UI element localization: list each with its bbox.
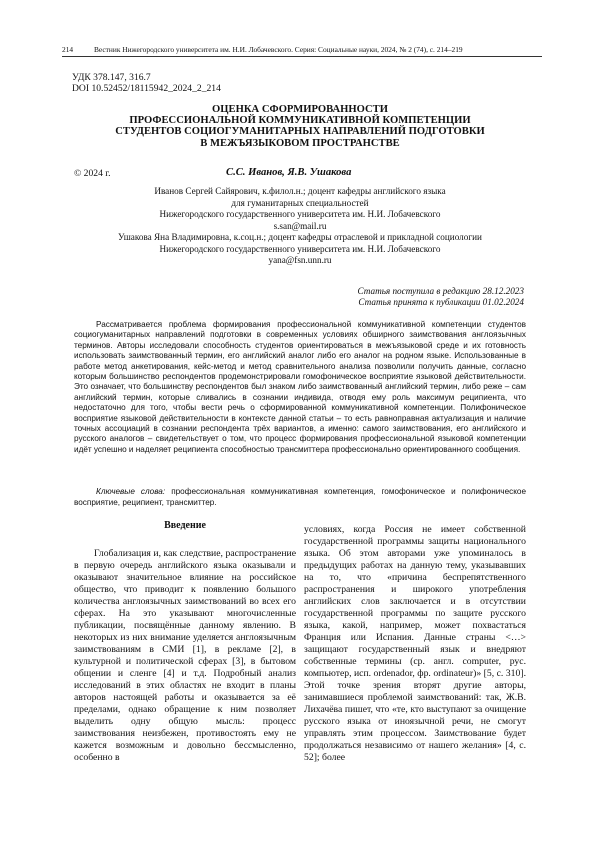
left-column bbox=[74, 520, 296, 764]
doi: DOI 10.52452/18115942_2024_2_214 bbox=[72, 83, 221, 94]
keywords bbox=[74, 486, 526, 508]
header-rule bbox=[62, 56, 542, 57]
affiliation-line: Иванов Сергей Сайярович, к.филол.н.; доцент кафедры английского языка bbox=[154, 186, 446, 196]
title-line: СТУДЕНТОВ СОЦИОГУМАНИТАРНЫХ НАПРАВЛЕНИЙ ПОДГОТОВКИ bbox=[115, 126, 485, 138]
accepted-date: Статья принята к публикации 01.02.2024 bbox=[358, 297, 524, 307]
body-paragraph: Глобализация и, как следствие, распространение в первую очередь английского языка оказывали и оказывают значительное влияние на российское общество, что приводит к появлению большого количества англоязычных заимствований во всех его сферах. На это указывают многочисленные публикации, посвящённые данному явлению. В некоторых из них внимание уделяется англоязычным заимствованиям в СМИ [1], в рекламе [2], в культурной и политической сферах [3], в бытовом общении и сленге [4] и т.д. Подробный анализ исследований в этих областях не входит в планы авторов настоящей работы и оказывается за её пределами, однако обращение к ним позволяет выделить одну общую мысль: процесс заимствования неизбежен, противостоять ему не кажется возможным и довольно бессмысленно, особенно в bbox=[74, 548, 296, 763]
abstract bbox=[74, 320, 526, 455]
journal-citation: Вестник Нижегородского университета им. Н.И. Лобачевского. Серия: Социальные науки, 2024, № 2 (74), с. 214–219 bbox=[94, 45, 463, 54]
copyright: © 2024 г. bbox=[74, 168, 111, 179]
title-line: В МЕЖЪЯЗЫКОВОМ ПРОСТРАНСТВЕ bbox=[200, 137, 400, 149]
abstract-text: Рассматривается проблема формирования профессиональной коммуникативной компетенции студентов социогуманитарных направлений подготовки в современных условиях обширного заимствования англоязычных терминов. Авторы исследовали способность студентов ориентироваться в межъязыковой среде и их готовность использовать заимствованный термин, его английский аналог либо его аналог на родном языке. Использованные в работе метод анкетирования, кейс-метод и метод сравнительного анализа позволили получить данные, согласно которым большинство респондентов продемонстрировали гомофоническое восприятие языковой действительности. Это означает, что большинству респондентов был знаком либо заимствованный английский термин, либо реже – сам английский термин, которые сливались в сознании индивида, отводя ему роль максимум реципиента, что недостаточно для того, чтобы вести речь о сформированной коммуникативной компетенции. Полифоническое восприятие языковой действительности в контексте данной статьи – то есть равноправная актуализация и наличие точных ассоциаций в сознании респондента трёх вариантов, а именно: самого заимствования, его английского и русского аналогов – свидетельствует о том, что процесс формирования профессиональной языковой компетенции идёт успешно и наделяет реципиента способностью трансмиттера профессионально ориентированного сообщения. bbox=[74, 320, 526, 454]
article-identifiers bbox=[72, 72, 221, 94]
affiliation-line: Ушакова Яна Владимировна, к.соц.н.; доцент кафедры отраслевой и прикладной социологии bbox=[118, 232, 482, 242]
udk-code: УДК 378.147, 316.7 bbox=[72, 72, 151, 83]
article-dates bbox=[357, 286, 524, 308]
author-affiliations bbox=[74, 186, 526, 267]
right-column bbox=[304, 524, 526, 764]
title-line: ОЦЕНКА СФОРМИРОВАННОСТИ bbox=[212, 104, 388, 115]
keywords-label: Ключевые слова: bbox=[96, 487, 166, 496]
section-heading: Введение bbox=[164, 520, 206, 531]
title-line: ПРОФЕССИОНАЛЬНОЙ КОММУНИКАТИВНОЙ КОМПЕТЕНЦИИ bbox=[129, 115, 471, 127]
body-paragraph: условиях, когда Россия не имеет собственной государственной программы защиты национального языка. Об этом авторами уже упоминалось в предыдущих работах на данную тему, указывавших на то, что «причина беспрепятственного распространения и широкого употребления английских слов заключается и в отсутствии государственной программы по защите русского языка, какой, например, может похвастаться Франция или Испания. Данные страны <…> защищают государственный язык и внедряют собственные термины (ср. англ. computer, рус. компьютер, исп. ordenador, фр. ordinateur)» [5, с. 310]. Этой точке зрения вторят другие авторы, занимавшиеся проблемой заимствований: так, Ж.В. Лихачёва пишет, что «те, кто выступают за очищение русского языка от иноязычной речи, не смогут управлять этим процессом. Заимствование будет продолжаться независимо от нашего желания» [4, с. 52]; более bbox=[304, 524, 526, 763]
affiliation-line: для гуманитарных специальностей bbox=[231, 197, 369, 208]
article-title bbox=[72, 104, 528, 149]
running-header bbox=[62, 45, 542, 54]
authors: С.С. Иванов, Я.В. Ушакова bbox=[226, 167, 352, 178]
author-email: s.san@mail.ru bbox=[273, 220, 327, 231]
page-number: 214 bbox=[62, 45, 74, 54]
author-email: yana@fsn.unn.ru bbox=[268, 255, 332, 265]
received-date: Статья поступила в редакцию 28.12.2023 bbox=[357, 286, 524, 296]
affiliation-line: Нижегородского государственного университета им. Н.И. Лобачевского bbox=[159, 243, 441, 254]
keywords-text: профессиональная коммуникативная компетенция, гомофоническое и полифоническое восприятие, реципиент, трансмиттер. bbox=[74, 487, 527, 507]
affiliation-line: Нижегородского государственного университета им. Н.И. Лобачевского bbox=[159, 209, 441, 219]
